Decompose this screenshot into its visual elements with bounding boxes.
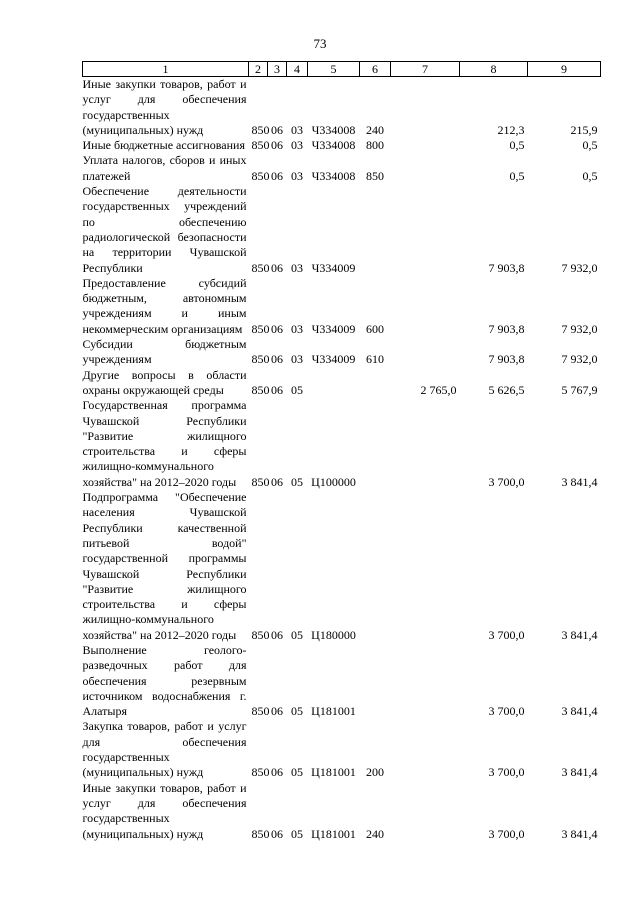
row-admin-code-cell: 850 [251,826,270,841]
header-cell-7: 7 [391,62,460,77]
row-section-cell: 06 [271,352,283,367]
row-admin-code-cell: 850 [251,138,270,153]
header-cell-8: 8 [460,62,528,77]
row-admin-code-cell: 850 [251,765,270,780]
header-row [83,62,601,77]
table-row [83,337,601,368]
row-section-cell: 06 [271,474,283,489]
row-target-article-cell: Ч334008 [311,138,356,153]
row-subsection-cell: 03 [291,122,303,137]
row-name-cell: Закупка товаров, работ и услуг для обеспечения государственных (муниципальных) нужд [82,719,247,780]
row-name-cell: Обеспечение деятельности государственных учреждений по обеспечению радиологической безопасности на территории Чувашской Республики [82,184,247,275]
row-expense-type-cell: 850 [366,168,384,183]
row-name-cell: Уплата налогов, сборов и иных платежей [82,153,247,183]
row-amount-col7-cell: 2 765,0 [420,382,457,397]
row-name-cell: Субсидии бюджетным учреждениям [82,337,247,367]
row-amount-col8-cell: 7 903,8 [488,260,525,275]
row-section-cell: 06 [271,826,283,841]
row-target-article-cell: Ч334009 [311,260,356,275]
row-admin-code-cell: 850 [251,474,270,489]
row-section-cell: 06 [271,627,283,642]
header-cell-4: 4 [287,62,308,77]
row-name-cell: Другие вопросы в области охраны окружающей среды [82,367,247,397]
row-amount-col7-cell [391,184,460,276]
row-amount-col7-cell [391,138,460,153]
row-amount-col8-cell: 0,5 [509,138,525,153]
row-expense-type-cell: 600 [366,321,384,336]
table-row [83,781,601,842]
table-row [83,77,601,139]
row-subsection-cell: 03 [291,352,303,367]
row-admin-code-cell: 850 [251,168,270,183]
row-name-cell: Иные закупки товаров, работ и услуг для обеспечения государственных (муниципальных) нужд [82,77,247,137]
row-expense-type-cell: 240 [366,122,384,137]
row-admin-code-cell: 850 [251,627,270,642]
row-expense-type-cell [360,398,391,490]
row-amount-col7-cell [391,337,460,368]
row-subsection-cell: 05 [291,627,303,642]
row-amount-col8-cell: 7 903,8 [488,321,525,336]
row-amount-col8-cell: 212,3 [497,122,525,137]
row-section-cell: 06 [271,765,283,780]
page-number: 73 [313,36,327,51]
row-target-article-cell: Ч334008 [311,122,356,137]
row-amount-col8-cell: 3 700,0 [488,826,525,841]
row-target-article-cell: Ч334009 [311,321,356,336]
row-amount-col7-cell [391,719,460,780]
row-expense-type-cell: 610 [366,352,384,367]
table-row [83,138,601,153]
row-amount-col7-cell [391,153,460,184]
row-amount-col9-cell: 3 841,4 [561,474,598,489]
row-amount-col9-cell: 3 841,4 [561,826,598,841]
row-amount-col9-cell: 0,5 [582,138,598,153]
row-amount-col7-cell [391,398,460,490]
row-name-cell: Подпрограмма "Обеспечение населения Чувашской Республики качественной питьевой водой" государственной программы Чувашской Республики "Развитие жилищного строительства и сферы жилищно-коммунального хозяйства" на 2012–2020 годы [82,490,247,642]
row-amount-col8-cell: 5 626,5 [488,382,525,397]
row-amount-col7-cell [391,643,460,719]
table-row [83,490,601,643]
row-expense-type-cell [360,643,391,719]
row-section-cell: 06 [271,704,283,719]
row-admin-code-cell: 850 [251,321,270,336]
row-expense-type-cell [360,490,391,643]
row-admin-code-cell: 850 [251,352,270,367]
row-amount-col7-cell [391,77,460,139]
table-row [83,643,601,719]
row-target-article-cell: Ц100000 [311,474,356,489]
row-admin-code-cell: 850 [251,260,270,275]
row-name-cell: Государственная программа Чувашской Республики "Развитие жилищного строительства и сферы жилищно-коммунального хозяйства" на 2012–2020 годы [82,398,247,489]
row-amount-col7-cell [391,781,460,842]
row-amount-col9-cell: 3 841,4 [561,704,598,719]
row-expense-type-cell [360,368,391,399]
row-target-article-cell: Ц181001 [311,765,356,780]
row-name-cell: Иные закупки товаров, работ и услуг для обеспечения государственных (муниципальных) нужд [82,780,247,841]
budget-table [82,61,601,842]
row-subsection-cell: 03 [291,321,303,336]
row-section-cell: 06 [271,382,283,397]
row-amount-col9-cell: 7 932,0 [561,321,598,336]
row-amount-col7-cell [391,490,460,643]
row-amount-col9-cell: 0,5 [582,168,598,183]
row-admin-code-cell: 850 [251,382,270,397]
row-subsection-cell: 05 [291,474,303,489]
row-target-article-cell: Ч334008 [311,168,356,183]
row-section-cell: 06 [271,260,283,275]
table-body [83,77,601,842]
row-subsection-cell: 03 [291,260,303,275]
row-amount-col8-cell: 3 700,0 [488,704,525,719]
row-name-cell: Выполнение геолого-разведочных работ для обеспечения резервным источником водоснабжения г. Алатыря [82,642,247,719]
table-row [83,398,601,490]
row-expense-type-cell [360,184,391,276]
row-subsection-cell: 05 [291,382,303,397]
row-section-cell: 06 [271,168,283,183]
table-row [83,368,601,399]
row-amount-col9-cell: 3 841,4 [561,627,598,642]
row-subsection-cell: 05 [291,704,303,719]
row-section-cell: 06 [271,138,283,153]
row-amount-col9-cell: 7 932,0 [561,352,598,367]
row-amount-col9-cell: 3 841,4 [561,765,598,780]
row-amount-col7-cell [391,276,460,337]
header-cell-2: 2 [249,62,268,77]
row-section-cell: 06 [271,122,283,137]
header-cell-5: 5 [308,62,360,77]
row-name-cell: Иные бюджетные ассигнования [82,138,245,153]
table-row [83,184,601,276]
row-target-article-cell: Ч334009 [311,352,356,367]
row-expense-type-cell: 800 [366,138,384,153]
table-row [83,719,601,780]
row-target-article-cell [308,368,360,399]
row-admin-code-cell: 850 [251,122,270,137]
row-expense-type-cell: 200 [366,765,384,780]
row-admin-code-cell: 850 [251,704,270,719]
row-amount-col8-cell: 7 903,8 [488,352,525,367]
row-expense-type-cell: 240 [366,826,384,841]
row-name-cell: Предоставление субсидий бюджетным, автономным учреждениям и иным некоммерческим организациям [82,275,247,336]
row-subsection-cell: 03 [291,168,303,183]
row-amount-col8-cell: 3 700,0 [488,474,525,489]
header-cell-1: 1 [83,62,249,77]
row-subsection-cell: 05 [291,765,303,780]
header-cell-3: 3 [268,62,287,77]
row-target-article-cell: Ц181001 [311,704,356,719]
row-subsection-cell: 03 [291,138,303,153]
row-target-article-cell: Ц181001 [311,826,356,841]
row-target-article-cell: Ц180000 [311,627,356,642]
row-amount-col9-cell: 215,9 [570,122,598,137]
row-section-cell: 06 [271,321,283,336]
header-cell-6: 6 [360,62,391,77]
row-amount-col8-cell: 0,5 [509,168,525,183]
row-subsection-cell: 05 [291,826,303,841]
row-amount-col9-cell: 5 767,9 [561,382,598,397]
table-row [83,276,601,337]
header-cell-9: 9 [528,62,601,77]
row-amount-col8-cell: 3 700,0 [488,627,525,642]
row-amount-col8-cell: 3 700,0 [488,765,525,780]
table-row [83,153,601,184]
row-amount-col9-cell: 7 932,0 [561,260,598,275]
